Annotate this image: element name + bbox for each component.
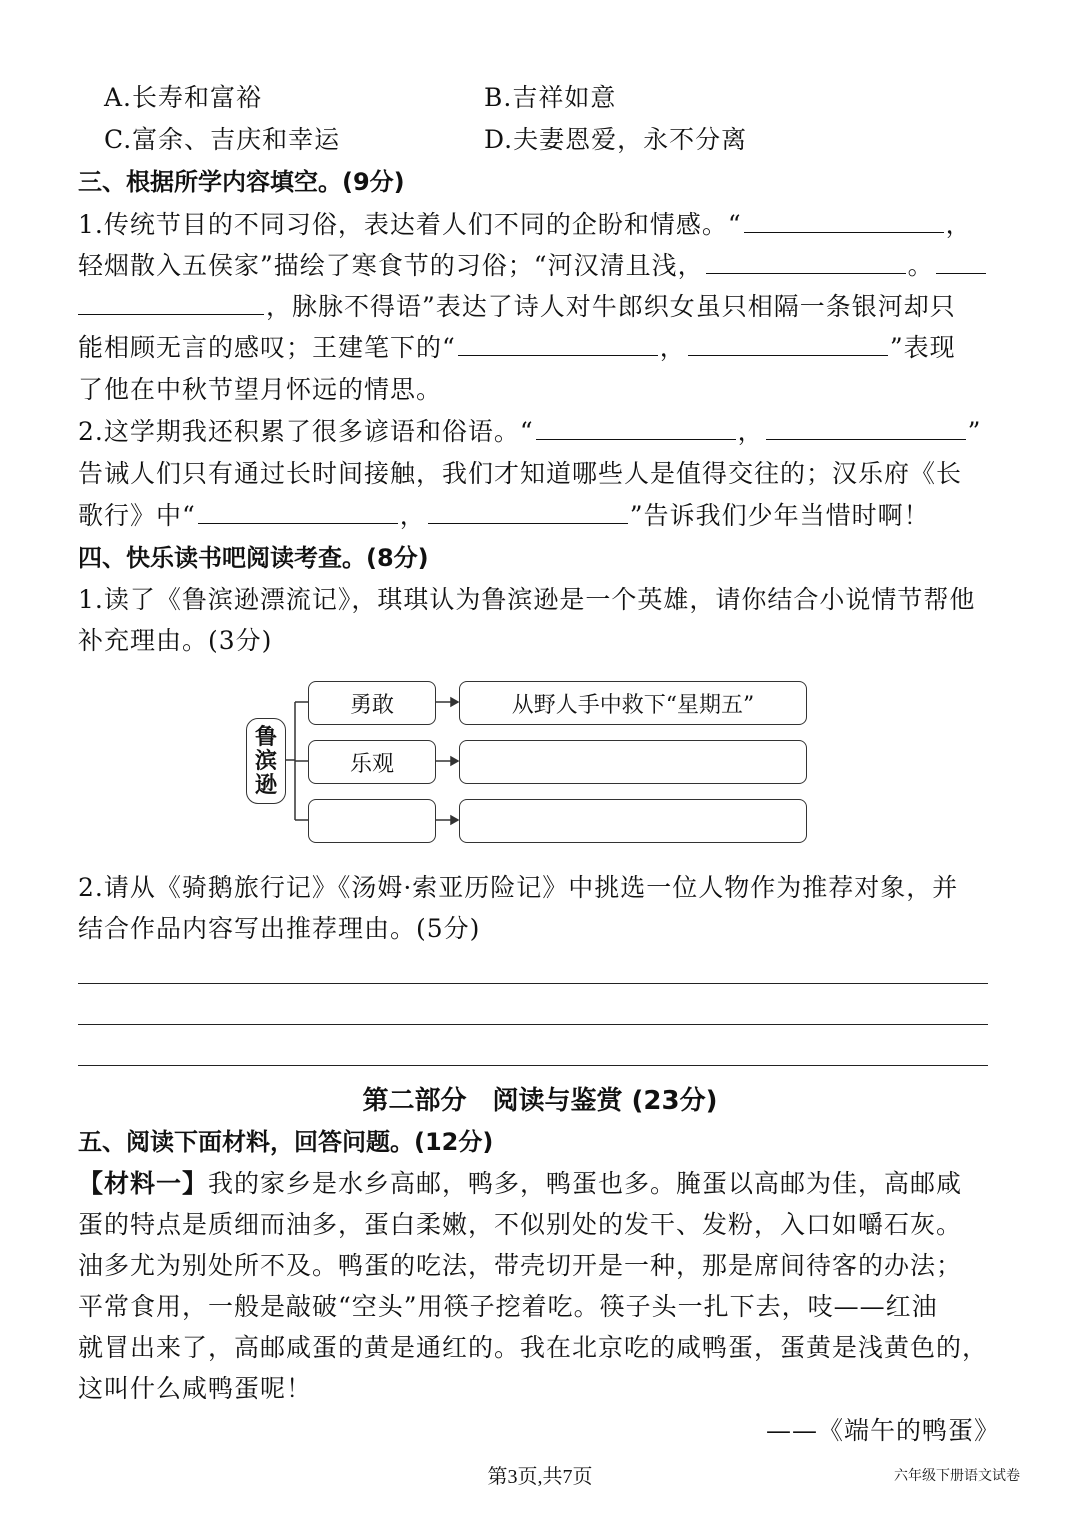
s3-q2-line1 xyxy=(78,414,1008,450)
option-b: B.吉祥如意 xyxy=(484,83,617,112)
fill-blank[interactable] xyxy=(198,499,398,524)
s5-material-line4: 平常食用，一般是敲破“空头”用筷子挖着吃。筷子头一扎下去，吱——红油 xyxy=(78,1292,938,1321)
fill-blank[interactable] xyxy=(688,331,888,356)
root-char: 鲁 xyxy=(254,724,277,750)
text: 歌行》中“ xyxy=(78,501,196,530)
text: ，脉脉不得语”表达了诗人对牛郎织女虽只相隔一条银河却只 xyxy=(266,292,956,321)
option-d: D.夫妻恩爱，永不分离 xyxy=(484,125,748,154)
fill-blank[interactable] xyxy=(766,415,966,440)
s5-material-line5: 就冒出来了，高邮咸蛋的黄是通红的。我在北京吃的咸鸭蛋，蛋黄是浅黄色的， xyxy=(78,1333,989,1362)
s3-q1-line5: 了他在中秋节望月怀远的情思。 xyxy=(78,375,443,404)
text: ” xyxy=(967,417,982,446)
s5-material-line3: 油多尤为别处所不及。鸭蛋的吃法，带壳切开是一种，那是席间待客的办法； xyxy=(78,1251,963,1280)
text: ”告诉我们少年当惜时啊！ xyxy=(629,501,930,530)
reason-box-2[interactable] xyxy=(459,740,807,784)
text: ， xyxy=(659,333,686,362)
s4-q2-line1: 2.请从《骑鹅旅行记》《汤姆·索亚历险记》中挑选一位人物作为推荐对象，并 xyxy=(78,873,959,902)
text: ”表现 xyxy=(889,333,956,362)
s4-q1-line2: 补充理由。(3分) xyxy=(78,626,273,655)
reason-box-1: 从野人手中救下“星期五” xyxy=(459,681,807,725)
section5-heading: 五、阅读下面材料，回答问题。(12分) xyxy=(78,1128,494,1156)
fill-blank[interactable] xyxy=(78,290,264,315)
text: 能相顾无言的感叹；王建笔下的“ xyxy=(78,333,456,362)
text: ， xyxy=(737,417,764,446)
s3-q1-line3 xyxy=(78,289,1008,325)
exam-title: 六年级下册语文试卷 xyxy=(894,1468,1020,1484)
s3-q1-line2 xyxy=(78,248,1008,284)
text: 轻烟散入五侯家”描绘了寒食节的习俗；“河汉清且浅， xyxy=(78,251,704,280)
answer-line[interactable] xyxy=(78,983,988,984)
trait-box-brave: 勇敢 xyxy=(308,681,436,725)
s3-q2-line2: 告诫人们只有通过长时间接触，我们才知道哪些人是值得交往的；汉乐府《长 xyxy=(78,459,963,488)
answer-line[interactable] xyxy=(78,1024,988,1025)
s5-material-line2: 蛋的特点是质细而油多，蛋白柔嫩，不似别处的发干、发粉，入口如嚼石灰。 xyxy=(78,1210,963,1239)
material-label: 【材料一】 xyxy=(78,1169,209,1198)
fill-blank[interactable] xyxy=(458,331,658,356)
trait-box-optimistic: 乐观 xyxy=(308,740,436,784)
text: 2.这学期我还积累了很多谚语和俗语。“ xyxy=(78,417,534,446)
part2-title: 第二部分 阅读与鉴赏 (23分) xyxy=(362,1086,718,1116)
trait-box-blank[interactable] xyxy=(308,799,436,843)
fill-blank[interactable] xyxy=(428,499,628,524)
fill-blank[interactable] xyxy=(744,208,944,233)
reason-box-3[interactable] xyxy=(459,799,807,843)
root-char: 逊 xyxy=(254,772,277,798)
option-c: C.富余、吉庆和幸运 xyxy=(104,125,341,154)
root-char: 滨 xyxy=(254,748,277,774)
s3-q2-line3 xyxy=(78,498,1008,534)
fill-blank[interactable] xyxy=(936,249,986,274)
s4-q2-line2: 结合作品内容写出推荐理由。(5分) xyxy=(78,914,481,943)
material-source: ——《端午的鸭蛋》 xyxy=(765,1416,1000,1445)
text: ， xyxy=(399,501,426,530)
option-a: A.长寿和富裕 xyxy=(104,83,263,112)
fill-blank[interactable] xyxy=(536,415,736,440)
s3-q1-line1 xyxy=(78,207,1008,243)
diagram-root-robinson xyxy=(246,718,286,804)
text: ， xyxy=(945,210,972,239)
s5-material-line1 xyxy=(78,1166,1008,1202)
text: 我的家乡是水乡高邮，鸭多，鸭蛋也多。腌蛋以高邮为佳，高邮咸 xyxy=(208,1169,963,1198)
fill-blank[interactable] xyxy=(706,249,906,274)
answer-line[interactable] xyxy=(78,1065,988,1066)
s4-q1-line1: 1.读了《鲁滨逊漂流记》，琪琪认为鲁滨逊是一个英雄，请你结合小说情节帮他 xyxy=(78,585,976,614)
section4-heading: 四、快乐读书吧阅读考查。(8分) xyxy=(78,544,429,572)
s3-q1-line4 xyxy=(78,330,1008,366)
s5-material-line6: 这叫什么咸鸭蛋呢！ xyxy=(78,1374,313,1403)
text: 1.传统节目的不同习俗，表达着人们不同的企盼和情感。“ xyxy=(78,210,742,239)
section3-heading: 三、根据所学内容填空。(9分) xyxy=(78,168,405,196)
page-number: 第3页,共7页 xyxy=(487,1466,593,1488)
text: 。 xyxy=(907,251,934,280)
